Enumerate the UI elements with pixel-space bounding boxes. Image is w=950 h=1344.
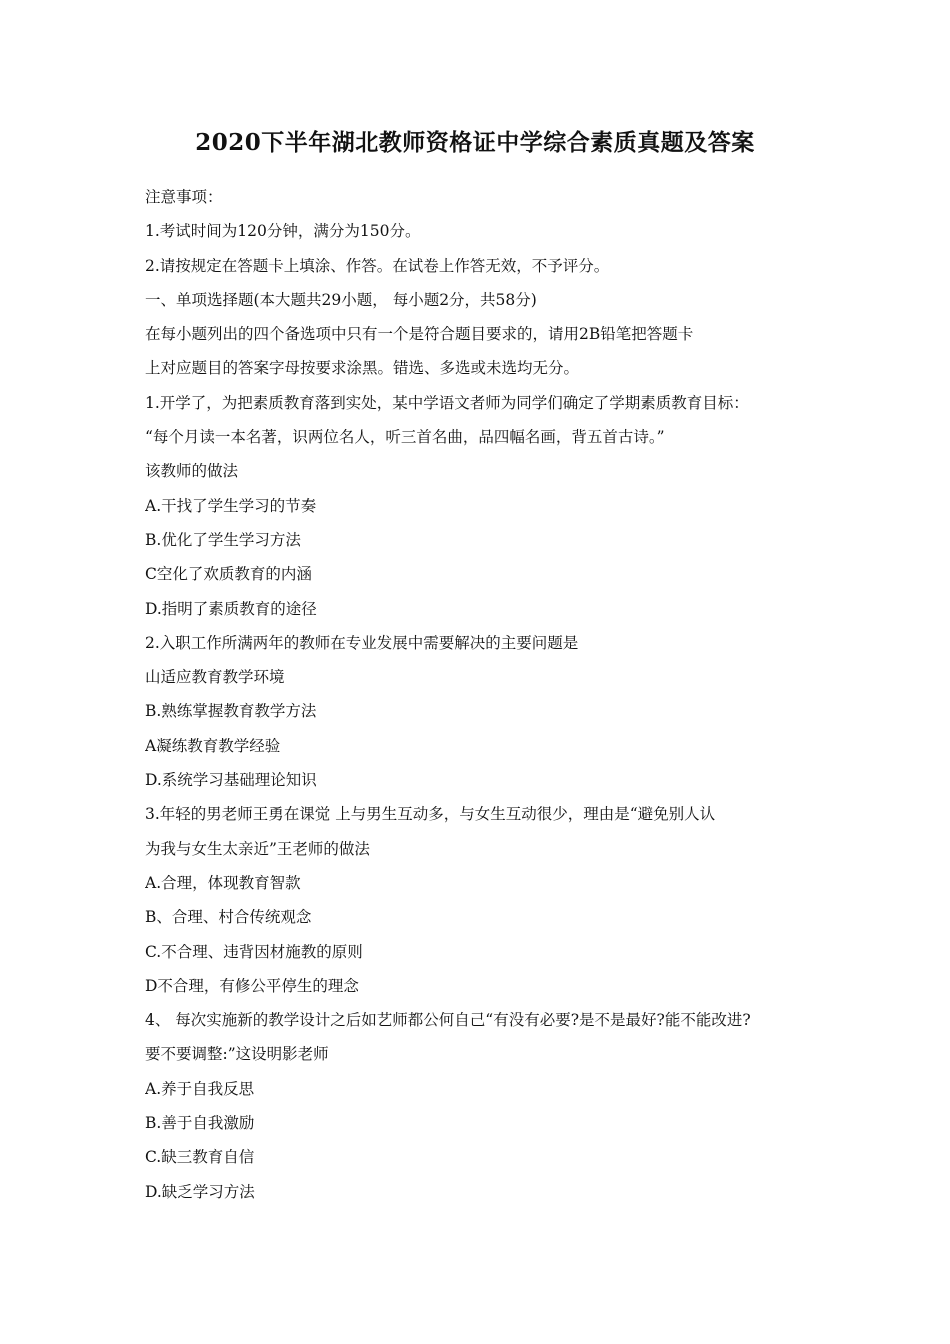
text-line: A.干找了学生学习的节奏 — [145, 496, 317, 515]
text-line: D.缺乏学习方法 — [145, 1182, 255, 1201]
text-line: 要不要调整:”这设明影老师 — [145, 1045, 329, 1064]
text-line: C空化了欢质教育的内涵 — [145, 565, 312, 584]
text-line: 1.考试时间为120分钟，满分为150分。 — [145, 222, 421, 241]
text-line: 3.年轻的男老师王勇在课觉 上与男生互动多，与女生互动很少，理由是“避免别人认 — [145, 805, 716, 824]
text-line: B.优化了学生学习方法 — [145, 530, 301, 549]
text-line: B、合理、村合传统观念 — [145, 908, 312, 927]
text-line: 2.请按规定在答题卡上填涂、作答。在试卷上作答无效，不予评分。 — [145, 256, 610, 275]
text-line: 2.入职工作所满两年的教师在专业发展中需要解决的主要问题是 — [145, 633, 579, 652]
document-title: 2020下半年湖北教师资格证中学综合素质真题及答案 — [195, 129, 755, 156]
text-line: 1.开学了，为把素质教育落到实处，某中学语文者师为同学们确定了学期素质教育目标： — [145, 393, 749, 412]
document-body — [145, 180, 845, 1209]
text-line: A凝练教育教学经验 — [145, 736, 281, 755]
text-line: 该教师的做法 — [145, 462, 239, 481]
text-line: B.熟练掌握教育教学方法 — [145, 702, 317, 721]
text-line: D不合理，有修公平停生的理念 — [145, 976, 359, 995]
text-line: C.缺三教育自信 — [145, 1148, 255, 1167]
text-line: 上对应题目的答案字母按要求涂黑。错选、多选或未选均无分。 — [145, 359, 580, 378]
text-line: 为我与女生太亲近”王老师的做法 — [145, 839, 370, 858]
text-line: A.养于自我反思 — [145, 1079, 255, 1098]
text-line: 山适应教育教学环境 — [145, 668, 285, 687]
text-line: B.善于自我激励 — [145, 1114, 255, 1133]
text-line: 在每小题列出的四个备选项中只有一个是符合题目要求的，请用2B铅笔把答题卡 — [145, 325, 694, 344]
text-line: 注意事项： — [145, 188, 223, 206]
text-line: 4、 每次实施新的教学设计之后如艺师都公何自己“有没有必要?是不是最好?能不能改进? — [145, 1011, 751, 1030]
text-line: D.系统学习基础理论知识 — [145, 771, 317, 790]
text-line: A.合理，体现教育智款 — [145, 873, 301, 892]
text-line: D.指明了素质教育的途径 — [145, 599, 317, 618]
text-line: “每个月读一本名著，识两位名人，听三首名曲，品四幅名画，背五首古诗。” — [145, 428, 665, 447]
text-line: C.不合理、违背因材施教的原则 — [145, 942, 363, 961]
text-line: 一、单项选择题(本大题共29小题， 每小题2分，共58分) — [145, 290, 537, 309]
